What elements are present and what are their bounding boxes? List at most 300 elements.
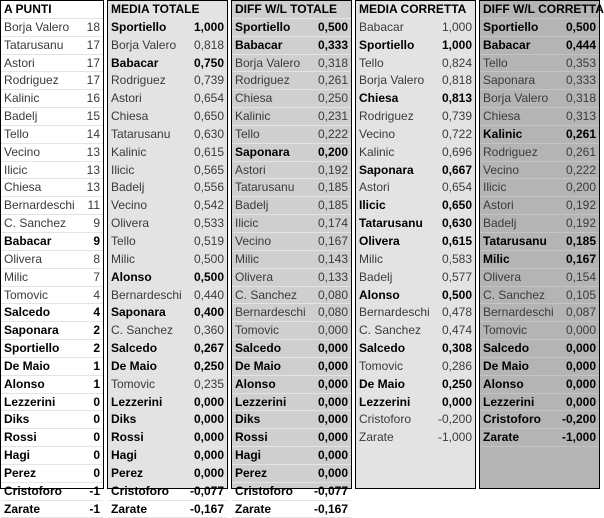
player-name: Ilicic: [1, 161, 52, 179]
player-value: 0,630: [416, 215, 476, 233]
player-name: C. Sanchez: [232, 286, 292, 304]
player-name: Ilicic: [108, 161, 168, 179]
table-row: [108, 393, 227, 411]
table-row: [232, 179, 351, 197]
player-value: 0,087: [540, 304, 600, 322]
table-row: [108, 322, 227, 340]
player-name: Ilicic: [232, 215, 292, 233]
player-name: De Maio: [108, 357, 168, 375]
player-name: Sportiello: [232, 18, 292, 36]
table-row: [232, 54, 351, 72]
table-row: [480, 18, 599, 36]
player-value: 0,000: [540, 322, 600, 340]
player-value: 11: [52, 197, 103, 215]
player-value: 15: [52, 108, 103, 126]
player-value: 0,261: [292, 72, 352, 90]
table-row: [1, 447, 103, 465]
column-header-row: [480, 1, 599, 18]
player-name: Cristoforo: [108, 482, 168, 500]
table-row: [1, 232, 103, 250]
player-name: Bernardeschi: [480, 304, 540, 322]
player-value: -0,200: [540, 411, 600, 429]
player-value: 0,200: [540, 179, 600, 197]
player-value: 0,533: [168, 215, 228, 233]
table-row: [232, 340, 351, 358]
player-value: 0,478: [416, 304, 476, 322]
player-value: 16: [52, 90, 103, 108]
player-name: Tello: [1, 125, 52, 143]
player-name: C. Sanchez: [480, 286, 540, 304]
player-value: 13: [52, 161, 103, 179]
player-name: Kalinic: [108, 143, 168, 161]
table-row: [480, 286, 599, 304]
player-value: 0: [52, 411, 103, 429]
table-row: [232, 447, 351, 465]
player-value: 4: [52, 304, 103, 322]
player-name: De Maio: [232, 357, 292, 375]
table-row: [108, 500, 227, 518]
player-value: 0,000: [540, 340, 600, 358]
player-name: Tatarusanu: [108, 125, 168, 143]
table-row: [480, 90, 599, 108]
player-value: 0,333: [292, 36, 352, 54]
player-value: 0,318: [292, 54, 352, 72]
table-row: [108, 340, 227, 358]
table-row: [232, 161, 351, 179]
player-name: Chiesa: [356, 90, 416, 108]
player-value: 0,000: [292, 429, 352, 447]
player-name: Lezzerini: [480, 393, 540, 411]
player-value: 0,250: [416, 375, 476, 393]
player-value: 0,080: [292, 286, 352, 304]
player-value: -1,000: [540, 429, 600, 447]
player-name: Tomovic: [232, 322, 292, 340]
player-value: 0,650: [168, 108, 228, 126]
table-row: [108, 72, 227, 90]
player-name: Sportiello: [1, 340, 52, 358]
player-name: Olivera: [356, 232, 416, 250]
player-name: De Maio: [356, 375, 416, 393]
player-name: Badelj: [108, 179, 168, 197]
player-name: Alonso: [480, 375, 540, 393]
player-name: Diks: [232, 411, 292, 429]
table-row: [480, 215, 599, 233]
table-row: [108, 357, 227, 375]
player-value: 0,542: [168, 197, 228, 215]
table-row: [1, 125, 103, 143]
player-name: Badelj: [480, 215, 540, 233]
table-row: [1, 464, 103, 482]
player-value: 0,200: [292, 143, 352, 161]
table-row: [356, 215, 475, 233]
player-name: Tello: [232, 125, 292, 143]
player-value: 7: [52, 268, 103, 286]
table-row: [356, 54, 475, 72]
column-header: MEDIA CORRETTA: [356, 1, 475, 18]
player-value: 2: [52, 340, 103, 358]
player-name: Rodriguez: [356, 108, 416, 126]
table-row: [232, 500, 351, 518]
player-name: Perez: [1, 464, 52, 482]
player-name: Cristoforo: [480, 411, 540, 429]
table-row: [1, 197, 103, 215]
player-value: 0,824: [416, 54, 476, 72]
table-row: [1, 340, 103, 358]
player-value: -1,000: [416, 429, 476, 447]
player-value: 0,556: [168, 179, 228, 197]
table-row: [232, 375, 351, 393]
player-value: 0: [52, 464, 103, 482]
column-header: A PUNTI: [1, 1, 103, 18]
table-row: [232, 72, 351, 90]
player-name: Alonso: [108, 268, 168, 286]
player-name: Zarate: [480, 429, 540, 447]
player-value: -0,200: [416, 411, 476, 429]
table-row: [108, 143, 227, 161]
player-value: 0: [52, 447, 103, 465]
column-header-row: [356, 1, 475, 18]
player-value: -0,077: [168, 482, 228, 500]
table-row: [232, 482, 351, 500]
column-a-punti: [0, 0, 104, 516]
player-value: 1,000: [168, 18, 228, 36]
player-name: Bernardeschi: [1, 197, 52, 215]
player-value: 0,500: [292, 18, 352, 36]
table-row: [356, 357, 475, 375]
player-value: 0,235: [168, 375, 228, 393]
player-name: Astori: [480, 197, 540, 215]
table-row: [108, 304, 227, 322]
player-name: Vecino: [1, 143, 52, 161]
player-value: 0,000: [540, 375, 600, 393]
player-name: Babacar: [356, 18, 416, 36]
player-value: 0,154: [540, 268, 600, 286]
player-value: 0,565: [168, 161, 228, 179]
table-row: [356, 340, 475, 358]
table-row: [1, 72, 103, 90]
player-name: Alonso: [232, 375, 292, 393]
table-row: [356, 286, 475, 304]
table-row: [356, 179, 475, 197]
player-value: 0,696: [416, 143, 476, 161]
player-name: Tello: [480, 54, 540, 72]
table-row: [480, 179, 599, 197]
table-row: [480, 250, 599, 268]
table-row: [480, 375, 599, 393]
player-value: 0,167: [292, 232, 352, 250]
player-value: 0,722: [416, 125, 476, 143]
player-value: 2: [52, 322, 103, 340]
table-row: [1, 304, 103, 322]
table-row: [480, 304, 599, 322]
player-value: 17: [52, 36, 103, 54]
player-name: Vecino: [356, 125, 416, 143]
player-name: Tomovic: [480, 322, 540, 340]
player-name: Alonso: [356, 286, 416, 304]
player-name: Milic: [108, 250, 168, 268]
player-name: Astori: [108, 90, 168, 108]
player-name: Rodriguez: [1, 72, 52, 90]
table-row: [1, 161, 103, 179]
player-name: De Maio: [1, 357, 52, 375]
player-value: 0,000: [292, 357, 352, 375]
player-value: 8: [52, 250, 103, 268]
column-header-row: [108, 1, 227, 18]
player-name: Saponara: [1, 322, 52, 340]
table-row: [232, 36, 351, 54]
table-row: [232, 286, 351, 304]
player-name: Tello: [356, 54, 416, 72]
player-value: 0,167: [540, 250, 600, 268]
player-value: 0,000: [416, 393, 476, 411]
player-value: 0,630: [168, 125, 228, 143]
table-row: [480, 322, 599, 340]
table-row: [1, 500, 103, 518]
player-name: Olivera: [1, 250, 52, 268]
table-row: [356, 375, 475, 393]
player-value: 14: [52, 125, 103, 143]
column-header: DIFF W/L CORRETTA: [480, 1, 599, 18]
player-name: Sportiello: [356, 36, 416, 54]
player-name: Rodriguez: [232, 72, 292, 90]
table-row: [356, 268, 475, 286]
player-value: 0,000: [168, 429, 228, 447]
player-name: Babacar: [232, 36, 292, 54]
player-name: Rossi: [108, 429, 168, 447]
table-row: [356, 36, 475, 54]
table-row: [356, 429, 475, 447]
player-value: 1,000: [416, 18, 476, 36]
table-row: [108, 197, 227, 215]
player-value: 0,000: [168, 447, 228, 465]
player-name: Astori: [356, 179, 416, 197]
player-name: Kalinic: [480, 125, 540, 143]
column-media-corretta: [355, 0, 476, 489]
player-name: Olivera: [232, 268, 292, 286]
player-name: Lezzerini: [1, 393, 52, 411]
player-name: Badelj: [232, 197, 292, 215]
player-value: 1: [52, 375, 103, 393]
player-name: Olivera: [108, 215, 168, 233]
table-row: [1, 54, 103, 72]
player-name: Rossi: [232, 429, 292, 447]
player-value: 0,080: [292, 304, 352, 322]
player-value: 4: [52, 286, 103, 304]
player-value: 0,000: [292, 411, 352, 429]
table-row: [232, 232, 351, 250]
player-value: 0,444: [540, 36, 600, 54]
player-name: Salcedo: [1, 304, 52, 322]
table-row: [356, 197, 475, 215]
table-row: [232, 90, 351, 108]
table-row: [480, 340, 599, 358]
table-row: [108, 54, 227, 72]
table-row: [480, 54, 599, 72]
column-diff-wl-totale: [231, 0, 352, 516]
player-value: 0,174: [292, 215, 352, 233]
table-row: [356, 250, 475, 268]
player-name: Bernardeschi: [232, 304, 292, 322]
player-name: Zarate: [108, 500, 168, 518]
player-name: Badelj: [356, 268, 416, 286]
player-name: Astori: [1, 54, 52, 72]
player-name: Cristoforo: [1, 482, 52, 500]
player-value: 0,000: [168, 393, 228, 411]
player-value: 0,308: [416, 340, 476, 358]
player-value: -1: [52, 500, 103, 518]
player-value: 0,333: [540, 72, 600, 90]
player-value: 1,000: [416, 36, 476, 54]
player-value: 0,261: [540, 125, 600, 143]
player-name: Saponara: [480, 72, 540, 90]
player-name: Borja Valero: [1, 18, 52, 36]
table-row: [232, 197, 351, 215]
player-value: -0,167: [168, 500, 228, 518]
player-name: Saponara: [232, 143, 292, 161]
player-value: 0: [52, 429, 103, 447]
table-row: [480, 72, 599, 90]
player-name: Ilicic: [356, 197, 416, 215]
player-name: Hagi: [1, 447, 52, 465]
player-name: Bernardeschi: [108, 286, 168, 304]
player-name: Diks: [108, 411, 168, 429]
player-name: Chiesa: [232, 90, 292, 108]
player-value: 0,667: [416, 161, 476, 179]
player-value: 0,185: [540, 232, 600, 250]
player-value: -1: [52, 482, 103, 500]
table-row: [108, 447, 227, 465]
player-name: Milic: [356, 250, 416, 268]
player-name: De Maio: [480, 357, 540, 375]
table-row: [480, 108, 599, 126]
table-row: [1, 250, 103, 268]
column-diff-wl-corretta: [479, 0, 604, 489]
table-row: [1, 36, 103, 54]
player-name: Tatarusanu: [356, 215, 416, 233]
table-row: [1, 375, 103, 393]
column-header-row: [1, 1, 103, 18]
player-name: Tomovic: [108, 375, 168, 393]
player-value: 0,000: [292, 322, 352, 340]
table-row: [480, 232, 599, 250]
player-name: Rodriguez: [480, 143, 540, 161]
table-row: [356, 304, 475, 322]
player-value: 0,000: [168, 464, 228, 482]
player-value: 0,353: [540, 54, 600, 72]
player-name: Milic: [1, 268, 52, 286]
player-value: 0,500: [416, 286, 476, 304]
table-row: [108, 268, 227, 286]
table-row: [480, 429, 599, 447]
player-value: 17: [52, 72, 103, 90]
player-value: 0,192: [292, 161, 352, 179]
table-row: [232, 268, 351, 286]
player-name: Borja Valero: [108, 36, 168, 54]
player-value: 0,813: [416, 90, 476, 108]
table-row: [108, 464, 227, 482]
player-value: 0,818: [416, 72, 476, 90]
player-value: 0,222: [540, 161, 600, 179]
table-row: [108, 232, 227, 250]
player-name: Sportiello: [108, 18, 168, 36]
player-name: Chiesa: [108, 108, 168, 126]
player-name: Kalinic: [1, 90, 52, 108]
player-name: Rossi: [1, 429, 52, 447]
player-value: 0,440: [168, 286, 228, 304]
table-row: [356, 72, 475, 90]
player-value: 0,000: [168, 411, 228, 429]
table-row: [356, 411, 475, 429]
player-value: 0,133: [292, 268, 352, 286]
player-value: 0,500: [168, 250, 228, 268]
table-row: [1, 429, 103, 447]
player-name: Hagi: [232, 447, 292, 465]
player-name: Chiesa: [1, 179, 52, 197]
table-row: [480, 197, 599, 215]
player-value: 0,654: [416, 179, 476, 197]
player-name: Salcedo: [108, 340, 168, 358]
player-name: Zarate: [232, 500, 292, 518]
player-name: Saponara: [356, 161, 416, 179]
player-name: Lezzerini: [108, 393, 168, 411]
table-row: [1, 393, 103, 411]
player-name: Salcedo: [356, 340, 416, 358]
table-row: [356, 393, 475, 411]
player-value: 0,143: [292, 250, 352, 268]
table-row: [1, 108, 103, 126]
table-row: [108, 36, 227, 54]
player-value: 0,261: [540, 143, 600, 161]
player-name: Tomovic: [356, 357, 416, 375]
player-name: Ilicic: [480, 179, 540, 197]
player-value: 0,000: [292, 393, 352, 411]
table-row: [480, 36, 599, 54]
player-value: 0,000: [540, 357, 600, 375]
table-row: [232, 393, 351, 411]
table-row: [232, 250, 351, 268]
player-value: 0,500: [540, 18, 600, 36]
player-name: Kalinic: [356, 143, 416, 161]
player-name: Zarate: [356, 429, 416, 447]
player-value: 0,231: [292, 108, 352, 126]
player-value: 0,185: [292, 197, 352, 215]
player-name: Perez: [232, 464, 292, 482]
table-row: [108, 179, 227, 197]
player-name: Tatarusanu: [1, 36, 52, 54]
table-row: [356, 90, 475, 108]
player-value: 0,185: [292, 179, 352, 197]
player-name: Astori: [232, 161, 292, 179]
player-name: Vecino: [108, 197, 168, 215]
player-name: Borja Valero: [480, 90, 540, 108]
player-name: C. Sanchez: [108, 322, 168, 340]
table-row: [232, 464, 351, 482]
player-name: Diks: [1, 411, 52, 429]
player-value: 0,400: [168, 304, 228, 322]
table-row: [1, 143, 103, 161]
player-value: 0,650: [416, 197, 476, 215]
player-value: 0,105: [540, 286, 600, 304]
player-value: 0,000: [292, 375, 352, 393]
table-row: [108, 18, 227, 36]
player-name: Tomovic: [1, 286, 52, 304]
table-row: [108, 108, 227, 126]
player-value: 18: [52, 18, 103, 36]
player-value: 0,250: [168, 357, 228, 375]
player-name: Rodriguez: [108, 72, 168, 90]
column-header-row: [232, 1, 351, 18]
table-row: [480, 357, 599, 375]
